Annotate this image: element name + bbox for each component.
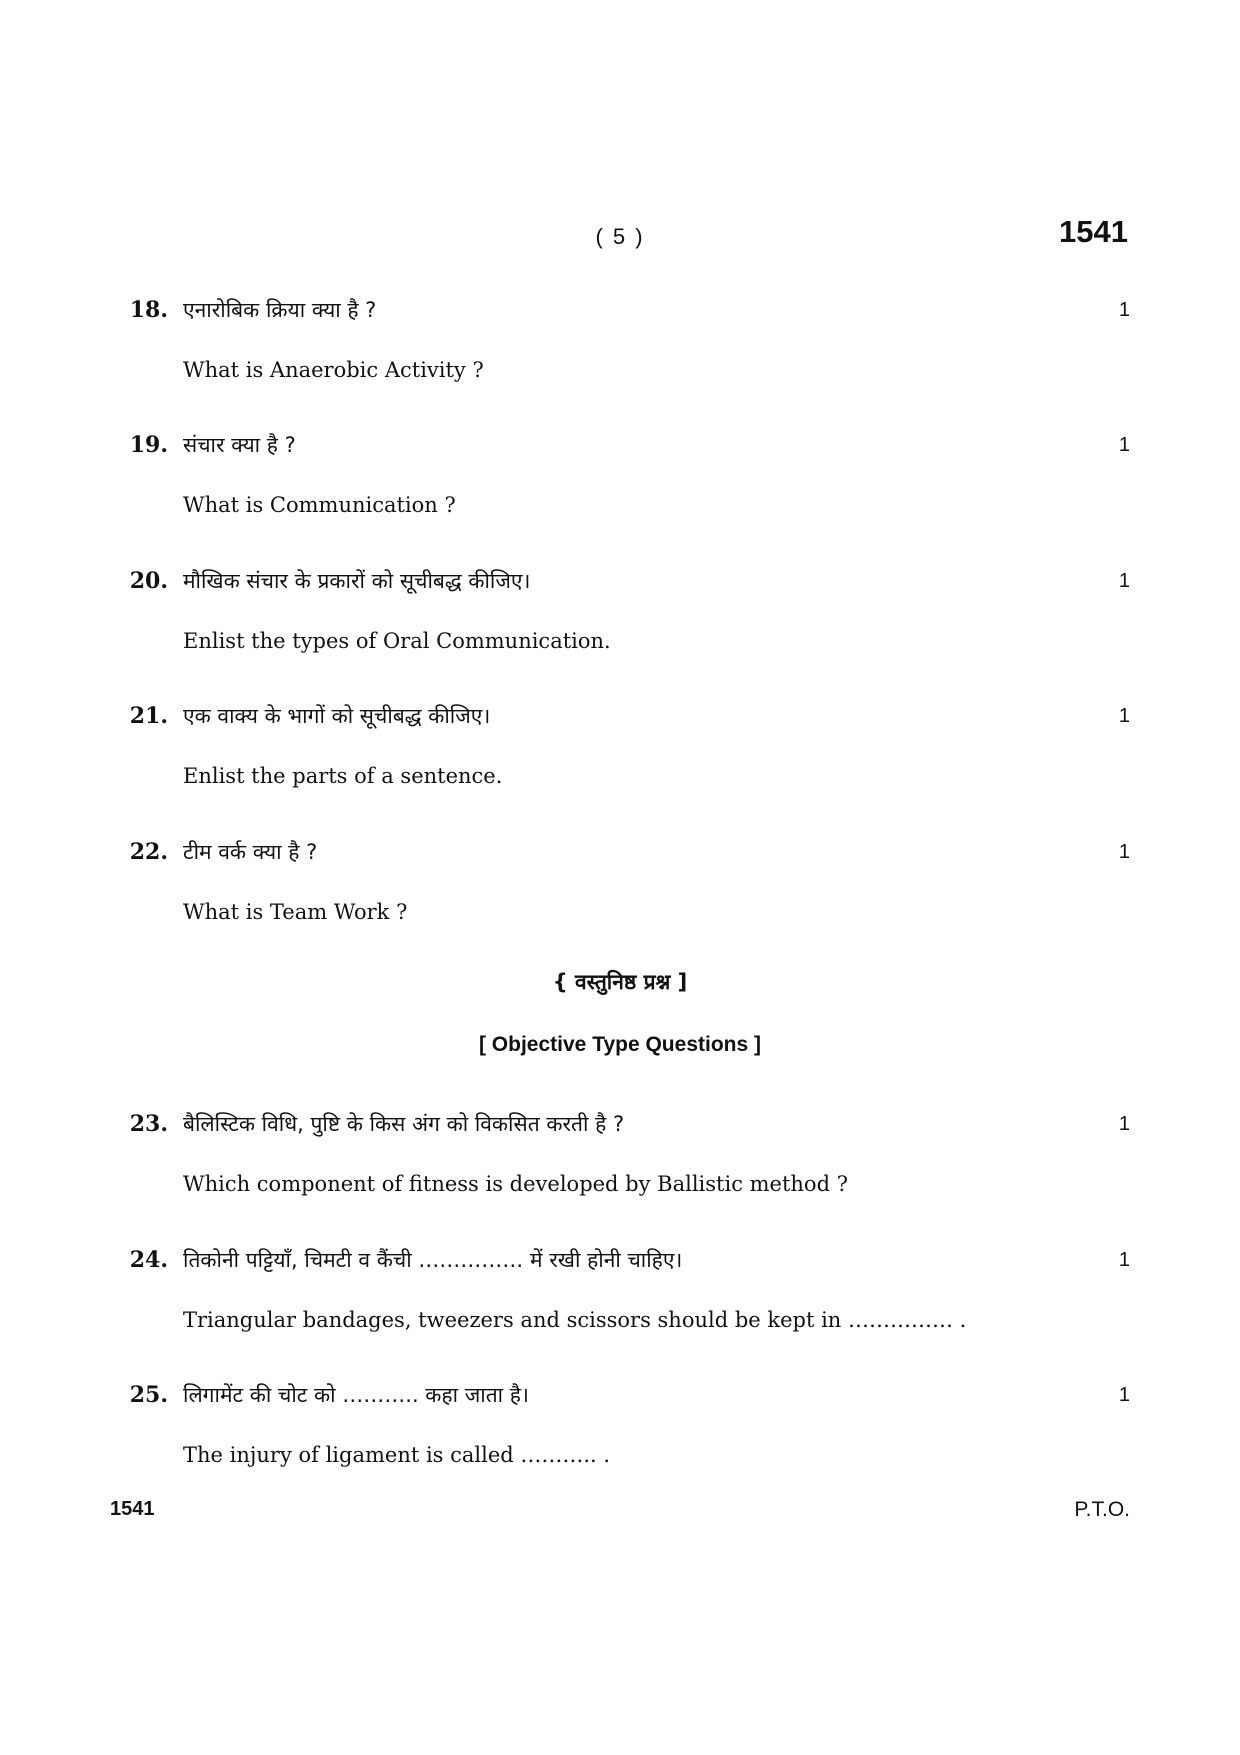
- question-marks: 1: [1118, 1113, 1130, 1135]
- question-21: [0, 696, 1240, 816]
- question-marks: 1: [1118, 1384, 1130, 1406]
- question-19: [0, 425, 1240, 545]
- paper-code-footer: 1541: [110, 1498, 155, 1520]
- question-text-english: What is Team Work ?: [183, 900, 408, 924]
- question-text-english: Which component of fitness is developed by Ballistic method ?: [183, 1172, 848, 1196]
- question-number: 18.: [129, 297, 168, 323]
- question-number: 25.: [129, 1382, 168, 1408]
- question-text-english: What is Anaerobic Activity ?: [183, 358, 484, 382]
- question-number: 19.: [129, 432, 168, 458]
- question-number: 22.: [129, 839, 168, 865]
- question-marks: 1: [1118, 841, 1130, 863]
- question-24: [0, 1240, 1240, 1360]
- paper-code-header: 1541: [1059, 214, 1128, 249]
- question-number: 21.: [129, 703, 168, 729]
- question-text-english: Enlist the types of Oral Communication.: [183, 629, 611, 653]
- question-marks: 1: [1118, 570, 1130, 592]
- question-text-hindi: संचार क्या है ?: [183, 433, 296, 457]
- question-text-hindi: मौखिक संचार के प्रकारों को सूचीबद्ध कीजिए।: [183, 569, 531, 593]
- pto-label: P.T.O.: [1074, 1498, 1130, 1521]
- question-number: 24.: [129, 1247, 168, 1273]
- question-text-hindi: लिगामेंट की चोट को ……….. कहा जाता है।: [183, 1383, 529, 1407]
- question-text-hindi: एक वाक्य के भागों को सूचीबद्ध कीजिए।: [183, 704, 491, 728]
- question-marks: 1: [1118, 1249, 1130, 1271]
- page-number: ( 5 ): [595, 224, 645, 249]
- question-text-english: What is Communication ?: [183, 493, 456, 517]
- question-number: 23.: [129, 1111, 168, 1137]
- section-heading-english: [ Objective Type Questions ]: [478, 1033, 761, 1056]
- question-text-hindi: तिकोनी पट्टियाँ, चिमटी व कैंची …………… में रखी होनी चाहिए।: [183, 1248, 683, 1272]
- question-text-english: Enlist the parts of a sentence.: [183, 764, 503, 788]
- question-text-english: The injury of ligament is called ……….. .: [183, 1443, 611, 1467]
- question-23: [0, 1104, 1240, 1224]
- question-text-hindi: एनारोबिक क्रिया क्या है ?: [183, 298, 377, 322]
- question-22: [0, 832, 1240, 952]
- question-marks: 1: [1118, 705, 1130, 727]
- question-25: [0, 1375, 1240, 1495]
- question-text-hindi: बैलिस्टिक विधि, पुष्टि के किस अंग को विकसित करती है ?: [183, 1112, 625, 1136]
- question-20: [0, 561, 1240, 681]
- section-heading-hindi: { वस्तुनिष्ठ प्रश्न ]: [552, 970, 688, 994]
- question-number: 20.: [129, 568, 168, 594]
- question-marks: 1: [1118, 299, 1130, 321]
- question-text-english: Triangular bandages, tweezers and scissors should be kept in …………… .: [183, 1308, 967, 1332]
- question-18: [0, 290, 1240, 410]
- question-marks: 1: [1118, 434, 1130, 456]
- question-text-hindi: टीम वर्क क्या है ?: [183, 840, 318, 864]
